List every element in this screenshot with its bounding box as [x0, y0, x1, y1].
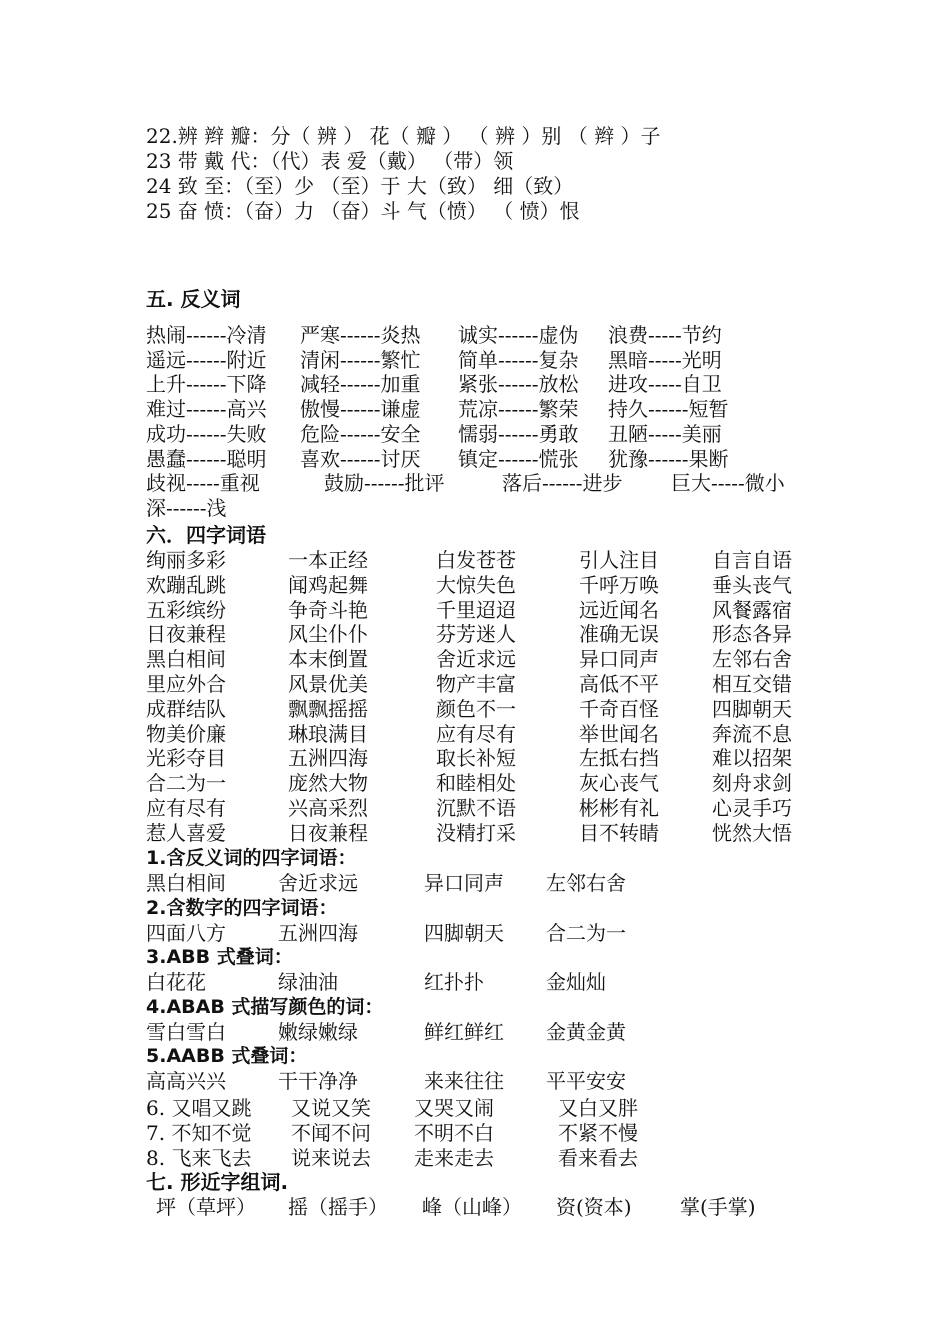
- antonym-pair: 上升------下降: [146, 372, 267, 397]
- four-char-word: 自言自语: [712, 548, 792, 572]
- four-char-word: 沉默不语: [436, 796, 516, 820]
- numbered-word: 又说又笑: [291, 1096, 371, 1120]
- four-char-word: 没精打采: [436, 820, 516, 845]
- four-char-word: 左邻右舍: [712, 647, 792, 672]
- four-char-word: 风景优美: [288, 672, 368, 696]
- antonym-pair: 丑陋-----美丽: [608, 421, 722, 446]
- four-char-word: 物产丰富: [436, 672, 516, 696]
- four-char-word: 形态各异: [712, 622, 792, 647]
- group-word: 平平安安: [546, 1069, 626, 1094]
- antonym-pair: 犹豫------果断: [608, 446, 729, 471]
- group-word: 高高兴兴: [146, 1069, 226, 1094]
- numbered-word: 不闻不问: [291, 1120, 371, 1145]
- four-char-word: 垂头丧气: [712, 572, 792, 597]
- four-char-word: 远近闻名: [579, 597, 659, 622]
- numbered-word: 又哭又闹: [414, 1096, 494, 1120]
- similar-char-word: 坪（草坪）: [156, 1195, 256, 1219]
- group-word: 五洲四海: [278, 920, 358, 945]
- group-word: 舍近求远: [278, 871, 358, 895]
- group-word: 黑白相间: [146, 871, 226, 895]
- group-word: 来来往往: [424, 1069, 504, 1094]
- group-word: 嫩绿嫩绿: [278, 1019, 358, 1044]
- antonym-pair: 遥远------附近: [146, 347, 267, 372]
- four-char-word: 里应外合: [146, 672, 226, 696]
- antonym-pair: 难过------高兴: [146, 397, 267, 422]
- antonym-pair: 镇定------慌张: [458, 446, 579, 471]
- four-char-word: 高低不平: [579, 672, 659, 696]
- numbered-word: 不紧不慢: [558, 1120, 638, 1145]
- word-group-title: 4.ABAB 式描写颜色的词：: [146, 995, 384, 1018]
- four-char-word: 左抵右挡: [579, 746, 659, 771]
- similar-char-word: 资(资本): [556, 1195, 632, 1219]
- antonym-pair: 减轻------加重: [300, 372, 421, 397]
- antonym-pair: 清闲------繁忙: [300, 347, 421, 372]
- four-char-word: 大惊失色: [436, 572, 516, 597]
- homophone-line-23: 23 带 戴 代：（代）表 爱（戴） （带）领: [146, 149, 514, 173]
- four-char-word: 彬彬有礼: [579, 796, 659, 820]
- group-word: 金灿灿: [546, 970, 606, 995]
- group-word: 异口同声: [424, 871, 504, 895]
- four-char-word: 取长补短: [436, 746, 516, 771]
- four-char-word: 闻鸡起舞: [288, 572, 368, 597]
- four-char-word: 五彩缤纷: [146, 597, 226, 622]
- numbered-word: 又白又胖: [558, 1096, 638, 1120]
- four-char-word: 五洲四海: [288, 746, 368, 771]
- four-char-word: 芬芳迷人: [436, 622, 516, 647]
- four-char-word: 惹人喜爱: [146, 820, 226, 845]
- group-word: 合二为一: [546, 920, 626, 945]
- four-char-word: 刻舟求剑: [712, 771, 792, 796]
- four-char-word: 成群结队: [146, 696, 226, 721]
- section-title-antonyms: 五. 反义词: [146, 287, 241, 311]
- four-char-word: 千里迢迢: [436, 597, 516, 622]
- similar-char-word: 掌(手掌): [680, 1195, 756, 1219]
- four-char-word: 异口同声: [579, 647, 659, 672]
- antonym-pair: 热闹------冷清: [146, 323, 267, 347]
- four-char-word: 灰心丧气: [579, 771, 659, 796]
- antonym-pair: 成功------失败: [146, 421, 267, 446]
- antonym-pair: 深------浅: [146, 495, 227, 520]
- numbered-word: 6. 又唱又跳: [146, 1096, 252, 1120]
- four-char-word: 奔流不息: [712, 721, 792, 746]
- numbered-word: 8. 飞来飞去: [146, 1145, 252, 1170]
- group-word: 红扑扑: [424, 970, 484, 995]
- four-char-word: 颜色不一: [436, 696, 516, 721]
- group-word: 鲜红鲜红: [424, 1019, 504, 1044]
- antonym-pair: 愚蠢------聪明: [146, 446, 267, 471]
- four-char-word: 举世闻名: [579, 721, 659, 746]
- four-char-word: 光彩夺目: [146, 746, 226, 771]
- group-word: 雪白雪白: [146, 1019, 226, 1044]
- four-char-word: 准确无误: [579, 622, 659, 647]
- group-word: 四面八方: [146, 920, 226, 945]
- four-char-word: 日夜兼程: [146, 622, 226, 647]
- four-char-word: 应有尽有: [146, 796, 226, 820]
- numbered-word: 走来走去: [414, 1145, 494, 1170]
- four-char-word: 一本正经: [288, 548, 368, 572]
- numbered-word: 7. 不知不觉: [146, 1120, 252, 1145]
- antonym-pair: 歧视-----重视: [146, 471, 260, 496]
- antonym-pair: 浪费-----节约: [608, 323, 722, 347]
- group-word: 金黄金黄: [546, 1019, 626, 1044]
- numbered-word: 不明不白: [414, 1120, 494, 1145]
- numbered-word: 说来说去: [291, 1145, 371, 1170]
- similar-char-word: 峰（山峰）: [422, 1195, 522, 1219]
- group-word: 左邻右舍: [546, 871, 626, 895]
- four-char-word: 合二为一: [146, 771, 226, 796]
- word-group-title: 2.含数字的四字词语：: [146, 896, 338, 919]
- four-char-word: 舍近求远: [436, 647, 516, 672]
- four-char-word: 本末倒置: [288, 647, 368, 672]
- four-char-word: 难以招架: [712, 746, 792, 771]
- antonym-pair: 危险------安全: [300, 421, 421, 446]
- four-char-word: 风餐露宿: [712, 597, 792, 622]
- antonym-pair: 鼓励------批评: [324, 471, 445, 496]
- homophone-line-25: 25 奋 愤：（奋）力 （奋）斗 气（愤） （ 愤）恨: [146, 199, 580, 223]
- group-word: 干干净净: [278, 1069, 358, 1094]
- four-char-word: 恍然大悟: [712, 820, 792, 845]
- antonym-pair: 诚实------虚伪: [458, 323, 579, 347]
- four-char-word: 争奇斗艳: [288, 597, 368, 622]
- four-char-word: 风尘仆仆: [288, 622, 368, 647]
- four-char-word: 绚丽多彩: [146, 548, 226, 572]
- four-char-word: 白发苍苍: [436, 548, 516, 572]
- antonym-pair: 简单------复杂: [458, 347, 579, 372]
- antonym-pair: 懦弱------勇敢: [458, 421, 579, 446]
- antonym-pair: 巨大-----微小: [671, 471, 785, 496]
- word-group-title: 5.AABB 式叠词：: [146, 1045, 308, 1068]
- antonym-pair: 傲慢------谦虚: [300, 397, 421, 422]
- four-char-word: 引人注目: [579, 548, 659, 572]
- four-char-word: 四脚朝天: [712, 696, 792, 721]
- four-char-word: 兴高采烈: [288, 796, 368, 820]
- four-char-word: 目不转睛: [579, 820, 659, 845]
- four-char-word: 欢蹦乱跳: [146, 572, 226, 597]
- four-char-word: 庞然大物: [288, 771, 368, 796]
- similar-char-word: 摇（摇手）: [288, 1195, 388, 1219]
- antonym-pair: 持久------短暂: [608, 397, 729, 422]
- four-char-word: 相互交错: [712, 672, 792, 696]
- antonym-pair: 进攻-----自卫: [608, 372, 722, 397]
- four-char-word: 物美价廉: [146, 721, 226, 746]
- antonym-pair: 落后------进步: [502, 471, 623, 496]
- antonym-pair: 荒凉------繁荣: [458, 397, 579, 422]
- four-char-word: 千呼万唤: [579, 572, 659, 597]
- numbered-word: 看来看去: [558, 1145, 638, 1170]
- section-title-four-char-words: 六．四字词语: [146, 523, 266, 547]
- antonym-pair: 喜欢------讨厌: [300, 446, 421, 471]
- four-char-word: 千奇百怪: [579, 696, 659, 721]
- group-word: 四脚朝天: [424, 920, 504, 945]
- four-char-word: 黑白相间: [146, 647, 226, 672]
- antonym-pair: 严寒------炎热: [300, 323, 421, 347]
- word-group-title: 1.含反义词的四字词语：: [146, 847, 357, 869]
- group-word: 绿油油: [278, 970, 338, 995]
- antonym-pair: 紧张------放松: [458, 372, 579, 397]
- section-title-similar-chars: 七. 形近字组词.: [146, 1170, 289, 1194]
- word-group-title: 3.ABB 式叠词：: [146, 946, 293, 969]
- four-char-word: 飘飘摇摇: [288, 696, 368, 721]
- four-char-word: 琳琅满目: [288, 721, 368, 746]
- antonym-pair: 黑暗-----光明: [608, 347, 722, 372]
- four-char-word: 应有尽有: [436, 721, 516, 746]
- homophone-line-24: 24 致 至：（至）少 （至）于 大（致） 细（致）: [146, 174, 574, 198]
- group-word: 白花花: [146, 970, 206, 995]
- four-char-word: 心灵手巧: [712, 796, 792, 820]
- four-char-word: 日夜兼程: [288, 820, 368, 845]
- four-char-word: 和睦相处: [436, 771, 516, 796]
- homophone-line-22: 22.辨 辫 瓣：分（ 辨 ） 花（ 瓣 ） （ 辨 ）别 （ 辫 ）子: [146, 124, 661, 148]
